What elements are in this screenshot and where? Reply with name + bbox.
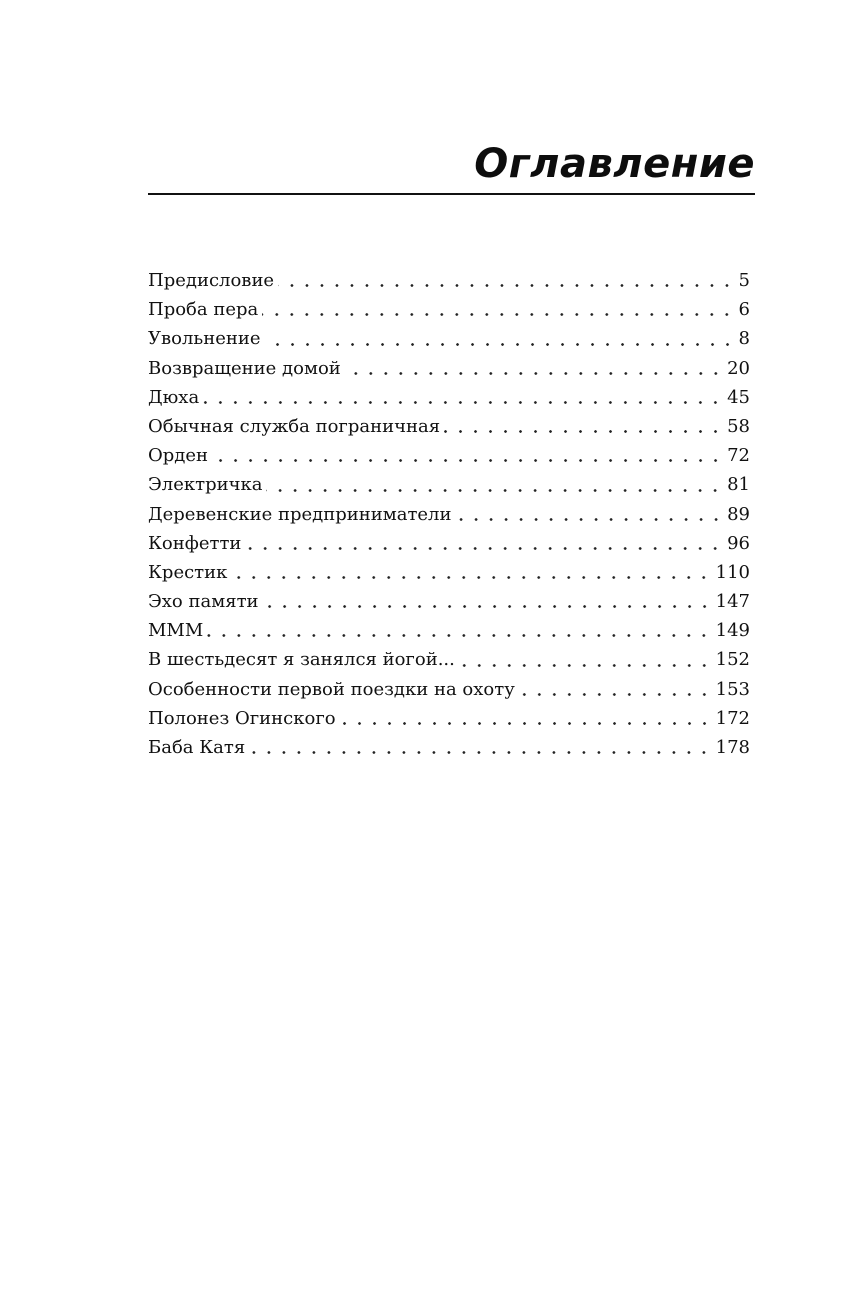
toc-entry-page: 81 bbox=[727, 474, 750, 496]
toc-entry bbox=[148, 354, 750, 383]
toc-entry-label: Проба пера bbox=[148, 299, 259, 321]
toc-entry-page: 58 bbox=[727, 415, 750, 437]
toc-entry bbox=[148, 383, 750, 412]
toc-entry bbox=[148, 645, 750, 674]
dot-leader bbox=[207, 634, 711, 637]
toc-entry-label: Конфетти bbox=[148, 532, 242, 554]
toc-entry bbox=[148, 441, 750, 470]
toc-entry-page: 149 bbox=[715, 620, 750, 642]
toc-entry-label: Дюха bbox=[148, 386, 200, 408]
dot-leader bbox=[212, 459, 723, 462]
toc-entry-label: Возвращение домой bbox=[148, 357, 341, 379]
dot-leader bbox=[203, 401, 723, 404]
toc-entry bbox=[148, 266, 750, 295]
toc-entry-page: 152 bbox=[715, 649, 750, 671]
toc-entry bbox=[148, 529, 750, 558]
dot-leader bbox=[459, 664, 712, 667]
toc-entry-label: Полонез Огинского bbox=[148, 707, 336, 729]
toc-entry-page: 172 bbox=[715, 707, 750, 729]
toc-entry-label: Деревенские предприниматели bbox=[148, 503, 452, 525]
toc-entry-label: Баба Катя bbox=[148, 737, 246, 758]
dot-leader bbox=[278, 284, 734, 287]
toc-entry-label: МММ bbox=[148, 620, 204, 642]
toc-entry-label: Эхо памяти bbox=[148, 591, 259, 613]
toc-entry-page: 5 bbox=[738, 270, 750, 291]
toc-entry bbox=[148, 324, 750, 353]
toc-entry-page: 6 bbox=[738, 299, 750, 321]
dot-leader bbox=[345, 372, 723, 375]
toc-entry-page: 89 bbox=[727, 503, 750, 525]
toc-entry-label: Предисловие bbox=[148, 270, 275, 291]
toc-entry bbox=[148, 733, 750, 762]
toc-entry-label: Увольнение bbox=[148, 328, 261, 350]
toc-entry bbox=[148, 295, 750, 324]
dot-leader bbox=[266, 489, 723, 492]
toc-entry-page: 20 bbox=[727, 357, 750, 379]
toc-entry-label: Особенности первой поездки на охоту bbox=[148, 678, 515, 700]
toc-entry-page: 178 bbox=[715, 737, 750, 758]
toc-entry-page: 147 bbox=[715, 591, 750, 613]
toc-entry-page: 96 bbox=[727, 532, 750, 554]
toc-entry bbox=[148, 675, 750, 704]
toc-entry bbox=[148, 412, 750, 441]
dot-leader bbox=[245, 547, 723, 550]
dot-leader bbox=[519, 693, 712, 696]
dot-leader bbox=[262, 313, 734, 316]
dot-leader bbox=[456, 518, 724, 521]
table-of-contents bbox=[148, 266, 750, 762]
dot-leader bbox=[249, 751, 711, 754]
toc-entry bbox=[148, 500, 750, 529]
toc-entry bbox=[148, 616, 750, 645]
toc-entry bbox=[148, 558, 750, 587]
dot-leader bbox=[444, 430, 723, 433]
toc-entry-label: Крестик bbox=[148, 561, 228, 583]
toc-entry-page: 153 bbox=[715, 678, 750, 700]
toc-entry-page: 8 bbox=[738, 328, 750, 350]
toc-entry bbox=[148, 470, 750, 499]
dot-leader bbox=[263, 605, 712, 608]
toc-entry-page: 45 bbox=[727, 386, 750, 408]
toc-entry bbox=[148, 587, 750, 616]
toc-entry-label: В шестьдесят я занялся йогой... bbox=[148, 649, 455, 671]
toc-entry-page: 110 bbox=[715, 561, 750, 583]
dot-leader bbox=[340, 722, 712, 725]
title-divider bbox=[148, 193, 755, 195]
toc-entry-label: Электричка bbox=[148, 474, 263, 496]
toc-entry-page: 72 bbox=[727, 445, 750, 467]
toc-entry-label: Орден bbox=[148, 445, 209, 467]
toc-entry-label: Обычная служба пограничная bbox=[148, 415, 441, 437]
dot-leader bbox=[265, 343, 735, 346]
page-title: Оглавление bbox=[474, 141, 755, 187]
toc-entry bbox=[148, 704, 750, 733]
dot-leader bbox=[231, 576, 711, 579]
